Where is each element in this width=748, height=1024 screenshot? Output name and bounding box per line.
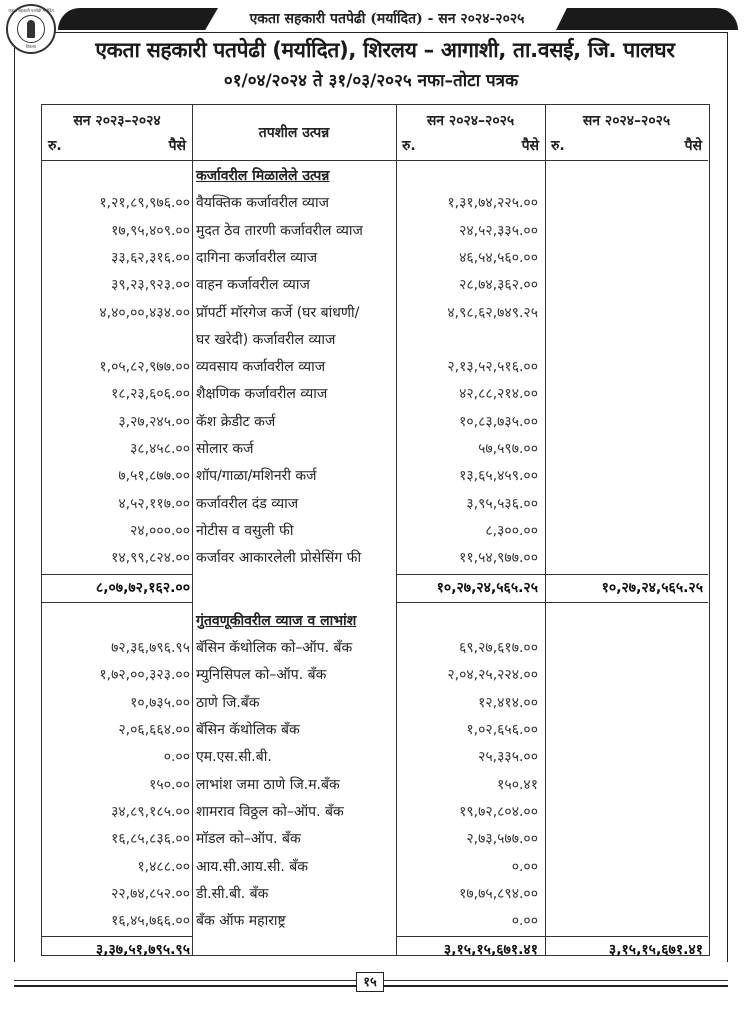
prev-year-amount: १४,९९,८२४.०० [111,550,190,567]
curr-year-amount: ५७,५९७.०० [478,441,538,457]
prev-year-amount: ३,२७,२४५.०० [118,413,190,430]
prev-year-amount: १,४८८.०० [137,858,190,875]
prev-year-amount: १,०५,८२,९७७.०० [99,359,190,376]
header-band-right [556,8,738,30]
header-band-title: एकता सहकारी पतपेढी (मर्यादित) - सन २०२४-२०२५ [249,11,525,27]
curr-year-amount: ११,५४,९७७.०० [459,550,538,567]
prev-year-amount: १,७२,००,३२३.०० [99,667,190,684]
header-year: सन २०२४–२०२५ [582,113,671,129]
prev-year-amount: १८,२३,६०६.०० [111,386,190,403]
prev-year-amount: ०.०० [163,749,190,766]
curr-year-amount: १९,७२,८०४.०० [459,803,538,820]
income-particular: दागिना कर्जावरील व्याज [196,249,318,266]
income-particular: वाहन कर्जावरील व्याज [196,277,310,294]
curr-year-amount: १७,७५,८९४.०० [459,885,538,902]
prev-year-amount: ७२,३६,७९६.९५ [111,640,190,657]
prev-year-amount: १६,४५,७६६.०० [111,913,190,930]
curr-year-amount: ३,९५,५३६.०० [466,495,538,512]
prev-year-amount: ४,५२,११७.०० [118,495,190,512]
header-paise: पैसे [684,138,702,154]
income-particular: प्रॉपर्टी मॉरगेज कर्जे (घर बांधणी/ [196,304,360,321]
curr-year-amount: ४,९८,६२,७४९.२५ [447,304,538,321]
section-rule [396,602,708,603]
curr-year-amount: २५,३३५.०० [478,749,538,766]
income-particular: व्यवसाय कर्जावरील व्याज [196,359,326,376]
curr-year-amount: १०,८३,७३५.०० [459,413,538,430]
income-particular: एम.एस.सी.बी. [196,749,272,766]
profit-loss-table [41,104,710,959]
income-particular: नोटीस व वसुली फी [196,522,294,539]
header-divider [42,160,708,161]
prev-year-amount: १,२१,८९,९७६.०० [99,195,190,212]
header-year: सन २०२४–२०२५ [426,113,515,129]
prev-year-amount: ३९,२३,९२३.०० [111,277,190,294]
income-particular: घर खरेदी) कर्जावरील व्याज [196,331,336,348]
income-particular: ठाणे जि.बँक [196,694,260,711]
curr-year-amount: ६९,२७,६१७.०० [459,640,538,657]
income-particular: वैयक्तिक कर्जावरील व्याज [196,195,329,212]
header-rupees: रु. [551,138,565,154]
column-header-prev-year [42,111,192,155]
prev-year-amount: १०,७३५.०० [130,694,190,711]
income-particular: डी.सी.बी. बँक [196,885,269,902]
curr-year-amount: २४,५२,३३५.०० [459,222,538,239]
section-heading: गुंतवणूकीवरील व्याज व लाभांश [196,612,357,629]
prev-year-amount: १७,९५,४०९.०० [111,222,190,239]
logo-bottom-text: शिरलय [25,44,37,49]
income-particular: लाभांश जमा ठाणे जि.म.बँक [196,776,340,793]
column-divider [192,105,193,955]
curr-year-amount: ४२,८८,२१४.०० [459,386,538,403]
column-header-particulars [192,123,396,142]
prev-year-amount: ४,४०,००,४३४.०० [99,304,190,321]
curr-year-amount: ४६,५४,५६०.०० [459,249,538,266]
section-total-prev: ३,३७,५१,७९५.९५ [95,942,190,959]
prev-year-amount: ३४,८९,१८५.०० [111,803,190,820]
income-particular: शैक्षणिक कर्जावरील व्याज [196,386,328,403]
curr-year-amount: २,१३,५२,५१६.०० [447,359,538,376]
section-total-curr: ३,१५,१५,६७१.४१ [443,942,538,959]
section-total-curr: १०,२७,२४,५६५.२५ [436,579,538,596]
income-particular: शॉप/गाळा/मशिनरी कर्ज [196,468,317,485]
column-header-curr-year [396,111,545,155]
header-rupees: रु. [402,138,416,154]
organization-title: एकता सहकारी पतपेढी (मर्यादित), शिरलय – आगाशी, ता.वसई, जि. पालघर [95,38,675,62]
column-header-total [545,111,708,155]
income-particular: सोलार कर्ज [196,441,254,457]
prev-year-amount: २,०६,६६४.०० [118,722,190,738]
prev-year-amount: ७,५१,८७७.०० [118,468,190,485]
curr-year-amount: ०.०० [511,913,538,930]
income-particular: बॅसिन कॅथोलिक बँक [196,722,300,738]
section-heading: कर्जावरील मिळालेले उत्पन्न [196,168,330,184]
prev-year-amount: २२,७४,८५२.०० [111,885,190,902]
prev-year-amount: १५०.०० [149,776,190,793]
curr-year-amount: १३,६५,४५९.०० [459,468,538,485]
curr-year-amount: २,७३,५७७.०० [466,831,538,848]
curr-year-amount: २,०४,२५,२२४.०० [447,667,538,684]
income-particular: मॉडल को–ऑप. बँक [196,831,301,848]
header-year: सन २०२३–२०२४ [73,113,161,129]
prev-year-amount [42,327,190,354]
curr-year-amount: १,३१,७४,२२५.०० [447,195,538,212]
header-rupees: रु. [48,138,62,154]
income-particular: बँक ऑफ महाराष्ट्र [196,913,286,930]
section-total-prev: ८,०७,७२,१६२.०० [95,579,190,596]
society-logo [6,4,56,54]
curr-year-amount: ८,३००.०० [485,522,538,539]
statement-title: ०१/०४/२०२४ ते ३१/०३/२०२५ नफा–तोटा पत्रक [223,71,519,91]
torch-icon [27,20,35,38]
curr-year-amount: ०.०० [511,858,538,875]
column-divider [545,105,546,955]
prev-year-amount: ३८,४५८.०० [130,441,190,457]
income-particular: म्युनिसिपल को–ऑप. बँक [196,667,327,684]
income-particular: मुदत ठेव तारणी कर्जावरील व्याज [196,222,363,239]
prev-year-amount: २४,०००.०० [130,522,190,539]
income-particular: कॅश क्रेडीट कर्ज [196,413,276,430]
logo-ring-text: एकता सहकारी पतपेढी मर्यादित [8,8,54,13]
curr-year-amount: १५०.४१ [497,776,538,793]
prev-year-amount: ३३,६२,३१६.०० [111,249,190,266]
header-paise: पैसे [521,138,539,154]
income-particular: कर्जावरील दंड व्याज [196,495,299,512]
header-band-left [58,8,218,30]
curr-year-amount: २८,७४,३६२.०० [459,277,538,294]
header-paise: पैसे [168,138,186,154]
income-particular: शामराव विठ्ठल को–ऑप. बँक [196,803,344,820]
curr-year-amount [398,327,538,354]
curr-year-amount: १२,४१४.०० [478,694,538,711]
prev-year-amount: १६,८५,८३६.०० [111,831,190,848]
column-divider [396,105,397,955]
page-number: १५ [356,972,384,992]
curr-year-amount: १,०२,६५६.०० [466,722,538,738]
income-particular: कर्जावर आकारलेली प्रोसेसिंग फी [196,550,362,567]
section-total-grand: ३,१५,१५,६७१.४१ [608,942,703,959]
header-particulars: तपशील उत्पन्न [258,125,330,141]
income-particular: आय.सी.आय.सी. बँक [196,858,309,875]
section-total-grand: १०,२७,२४,५६५.२५ [601,579,703,596]
income-particular: बॅसिन कॅथोलिक को–ऑप. बँक [196,640,353,657]
section-rule [42,602,192,603]
